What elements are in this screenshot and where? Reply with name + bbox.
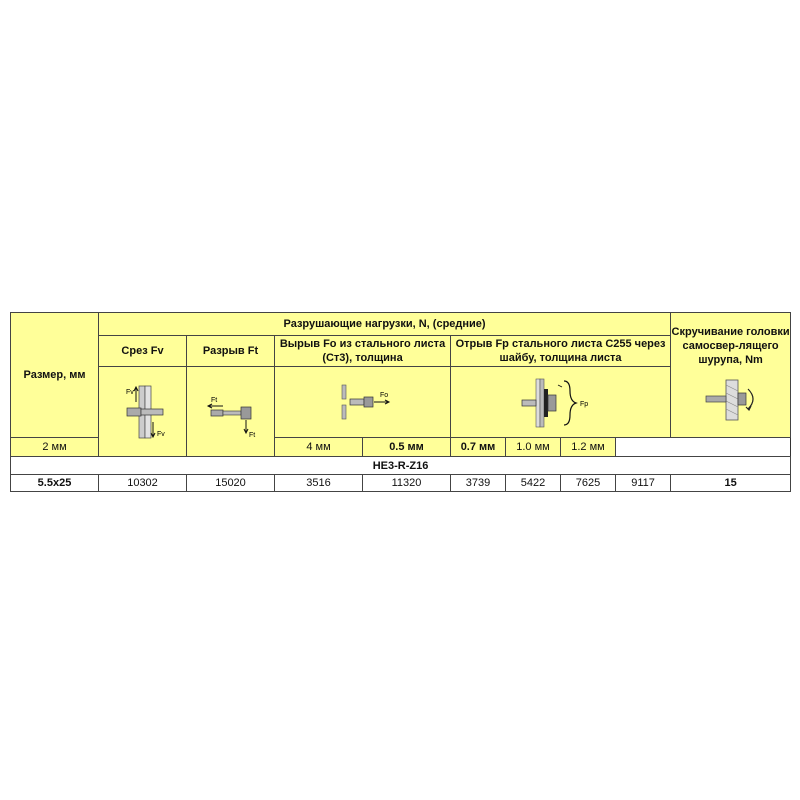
twist-value: 15 [671, 475, 791, 492]
fp-label: Fp [579, 400, 588, 408]
fv-label-top: Fv [125, 388, 134, 396]
pullout-header: Вырыв Fo из стального листа (Ст3), толщина [275, 336, 451, 367]
load-spec-table [10, 312, 791, 492]
size-header: Размер, мм [11, 313, 99, 438]
ft-label-top: Ft [210, 396, 217, 404]
ft-label-bottom: Ft [248, 431, 255, 439]
pullout-thickness-4: 4 мм [275, 438, 363, 457]
pullthrough-thickness-10: 1.0 мм [506, 438, 561, 457]
pullthrough-header: Отрыв Fp стального листа C255 через шайбу, толщина листа [451, 336, 671, 367]
pullthrough-thickness-05: 0.5 мм [363, 438, 451, 457]
tension-value: 15020 [187, 475, 275, 492]
pullout-4-value: 11320 [363, 475, 451, 492]
pullthrough-10-value: 7625 [561, 475, 616, 492]
twist-icon [671, 375, 790, 425]
shear-header: Срез Fv [99, 336, 187, 367]
pullthrough-thickness-07: 0.7 мм [451, 438, 506, 457]
pullthrough-12-value: 9117 [616, 475, 671, 492]
fo-label: Fo [379, 392, 388, 399]
pullout-2-value: 3516 [275, 475, 363, 492]
tension-icon [187, 367, 275, 457]
fv-label-bottom: Fv [156, 430, 165, 438]
pullthrough-icon [451, 367, 671, 438]
loads-header: Разрушающие нагрузки, N, (средние) [99, 313, 671, 336]
pullout-icon [275, 367, 451, 438]
pullthrough-05-value: 3739 [451, 475, 506, 492]
pullthrough-thickness-12: 1.2 мм [561, 438, 616, 457]
model-name: HE3-R-Z16 [11, 457, 791, 475]
pullout-thickness-2: 2 мм [11, 438, 99, 457]
shear-icon [99, 367, 187, 457]
pullthrough-07-value: 5422 [506, 475, 561, 492]
tension-header: Разрыв Ft [187, 336, 275, 367]
table-row [11, 475, 791, 492]
twist-header [671, 313, 791, 438]
twist-header-text: Скручивание головки самосвер-лящего шурупа, Nm [671, 326, 790, 366]
size-value: 5.5x25 [11, 475, 99, 492]
shear-value: 10302 [99, 475, 187, 492]
